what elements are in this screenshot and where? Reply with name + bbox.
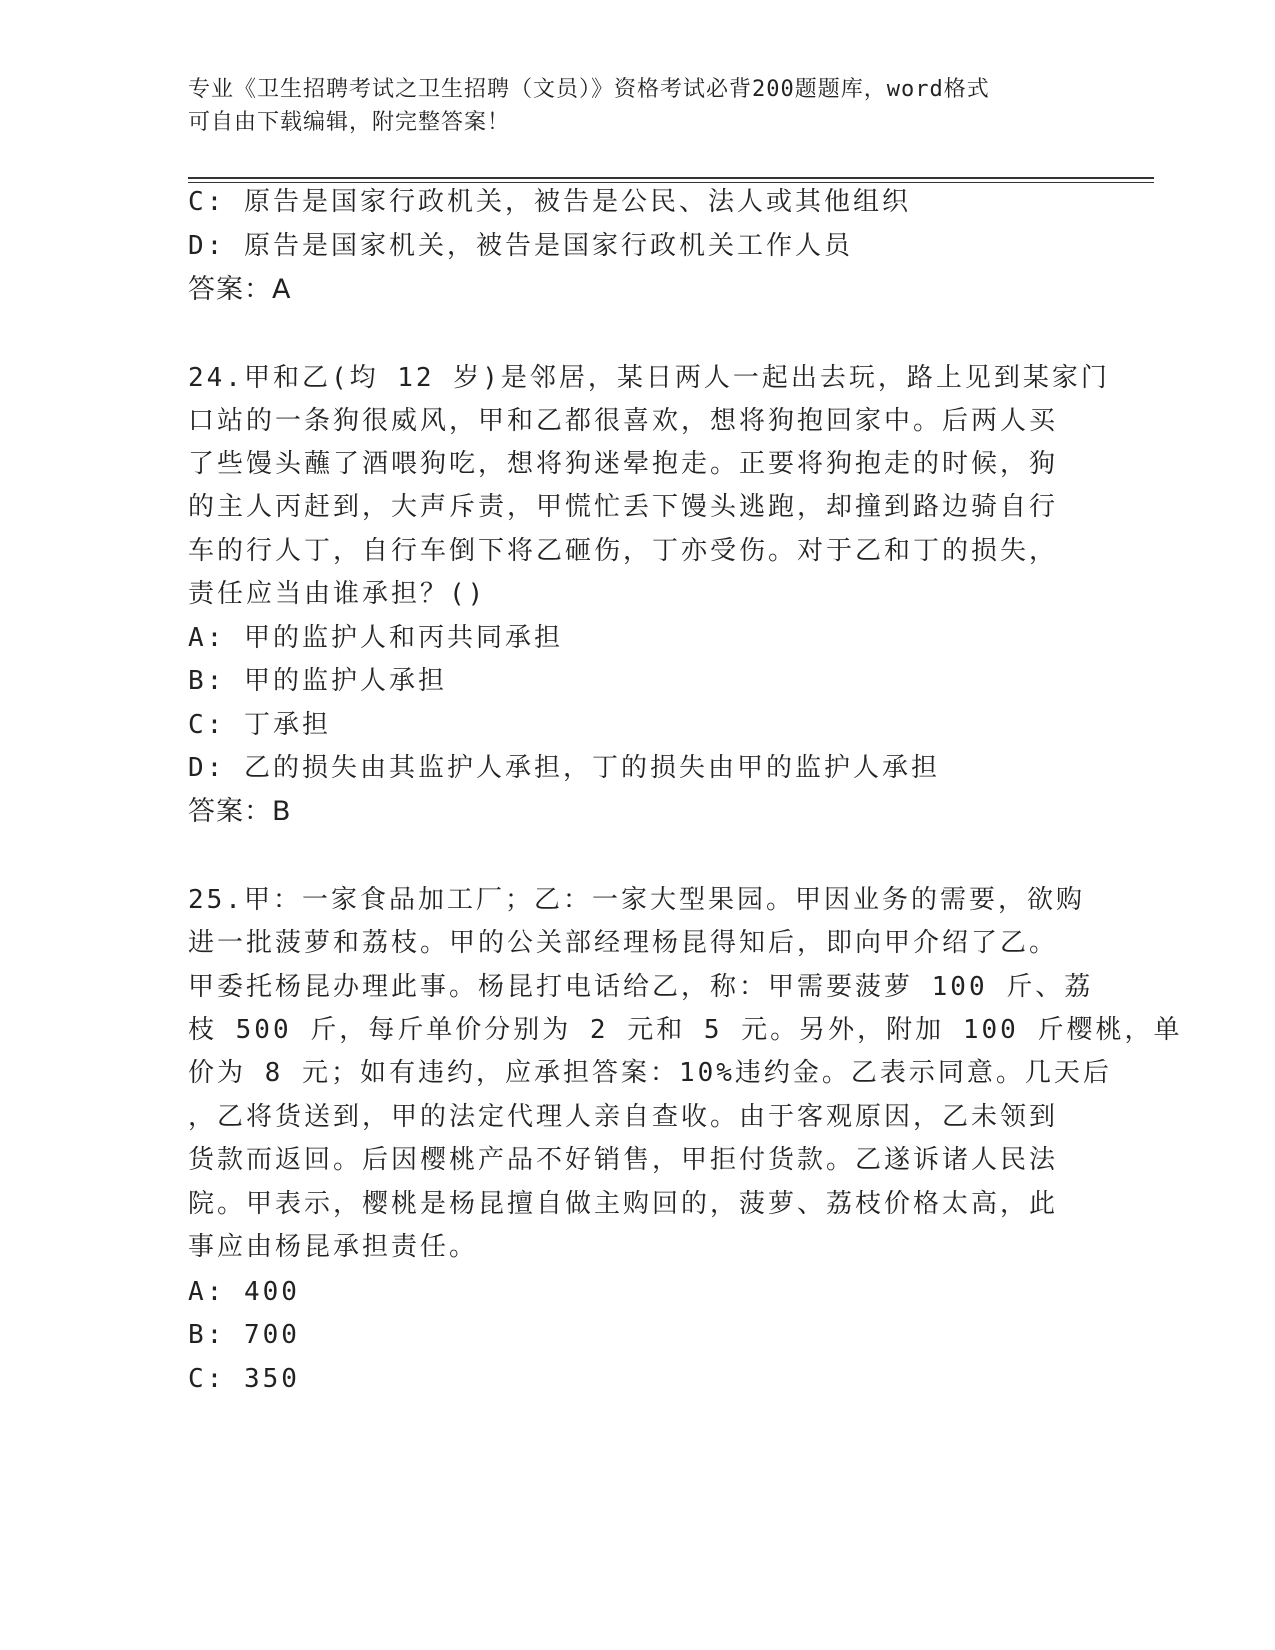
q24-stem-line-5: 车的行人丁，自行车倒下将乙砸伤，丁亦受伤。对于乙和丁的损失， [188, 536, 1059, 566]
header-line-1: 专业《卫生招聘考试之卫生招聘（文员）》资格考试必背200题题库，word格式 [188, 77, 990, 102]
q25-option-b: B: 700 [188, 1320, 300, 1350]
q23-option-c: C: 原告是国家行政机关，被告是公民、法人或其他组织 [188, 187, 911, 217]
header-divider-thin [188, 182, 1154, 183]
q25-stem-line-7: 货款而返回。后因樱桃产品不好销售，甲拒付货款。乙遂诉诸人民法 [188, 1145, 1059, 1175]
q24-option-a: A: 甲的监护人和丙共同承担 [188, 623, 563, 653]
q25-stem-line-4: 枝 500 斤，每斤单价分别为 2 元和 5 元。另外，附加 100 斤樱桃，单 [188, 1015, 1183, 1045]
q24-stem-line-1: 24.甲和乙(均 12 岁)是邻居，某日两人一起出去玩，路上见到某家门 [188, 363, 1110, 393]
q25-stem-line-6: ，乙将货送到，甲的法定代理人亲自查收。由于客观原因，乙未领到 [188, 1102, 1059, 1132]
q25-option-c: C: 350 [188, 1364, 300, 1394]
document-header [188, 73, 1068, 139]
q25-stem-line-8: 院。甲表示，樱桃是杨昆擅自做主购回的，菠萝、荔枝价格太高，此 [188, 1189, 1059, 1219]
q24-answer: 答案：B [188, 796, 292, 827]
q23-option-d: D: 原告是国家机关，被告是国家行政机关工作人员 [188, 231, 853, 261]
q24-stem-line-2: 口站的一条狗很威风，甲和乙都很喜欢，想将狗抱回家中。后两人买 [188, 406, 1059, 436]
header-line-2: 可自由下载编辑，附完整答案！ [188, 110, 511, 135]
header-divider-thick [188, 177, 1154, 179]
q24-stem-line-6: 责任应当由谁承担？() [188, 579, 487, 609]
q24-option-d: D: 乙的损失由其监护人承担，丁的损失由甲的监护人承担 [188, 753, 940, 783]
q24-option-b: B: 甲的监护人承担 [188, 666, 447, 696]
q25-stem-line-1: 25.甲：一家食品加工厂；乙：一家大型果园。甲因业务的需要，欲购 [188, 885, 1085, 915]
q24-stem-line-3: 了些馒头蘸了酒喂狗吃，想将狗迷晕抱走。正要将狗抱走的时候，狗 [188, 449, 1059, 479]
q24-option-c: C: 丁承担 [188, 710, 331, 740]
q25-stem-line-3: 甲委托杨昆办理此事。杨昆打电话给乙，称：甲需要菠萝 100 斤、荔 [188, 972, 1094, 1002]
q25-stem-line-2: 进一批菠萝和荔枝。甲的公关部经理杨昆得知后，即向甲介绍了乙。 [188, 928, 1059, 958]
q23-answer: 答案：A [188, 274, 292, 305]
q25-stem-line-9: 事应由杨昆承担责任。 [188, 1232, 479, 1262]
q25-stem-line-5: 价为 8 元；如有违约，应承担答案：10%违约金。乙表示同意。几天后 [188, 1058, 1112, 1088]
q24-stem-line-4: 的主人丙赶到，大声斥责，甲慌忙丢下馒头逃跑，却撞到路边骑自行 [188, 492, 1059, 522]
q25-option-a: A: 400 [188, 1277, 300, 1307]
